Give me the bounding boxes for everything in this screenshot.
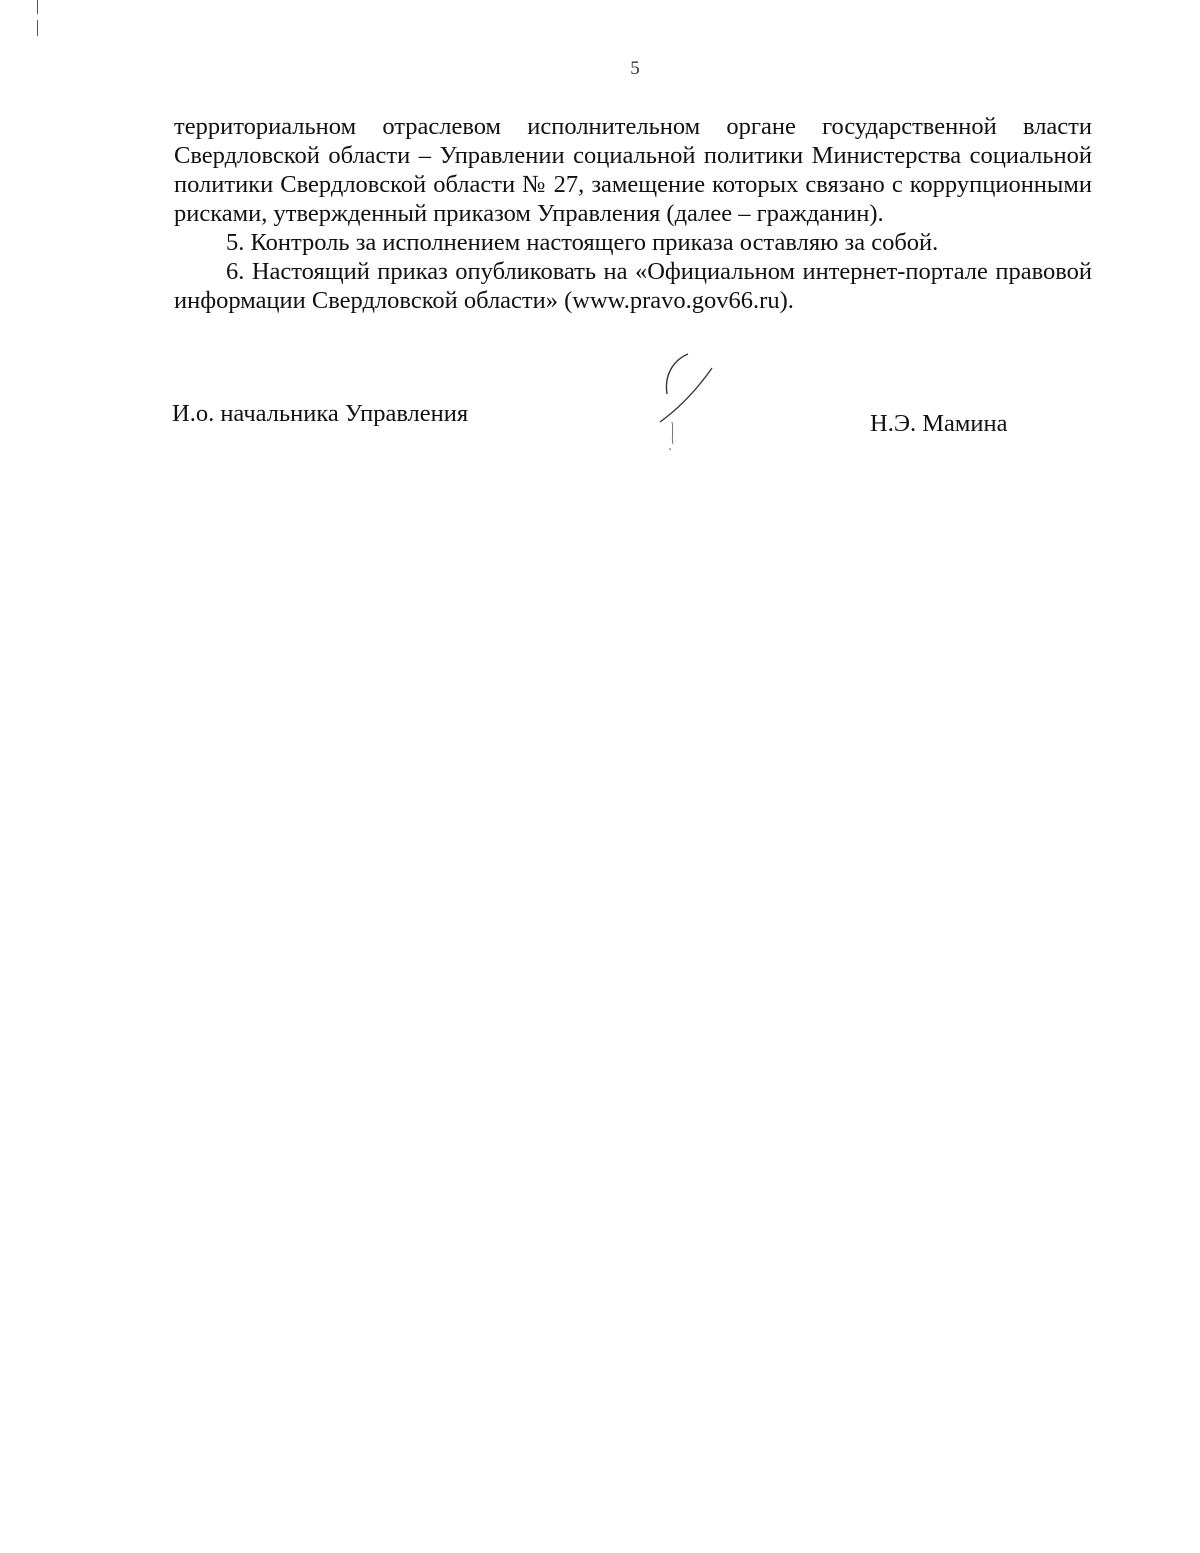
paragraph-item-5: 5. Контроль за исполнением настоящего приказа оставляю за собой. bbox=[226, 229, 939, 256]
paragraph-item-6: 6. Настоящий приказ опубликовать на «Официальном интернет-портале правовой информации Свердловской области» (www.pravo.gov66.ru). bbox=[174, 258, 1092, 314]
page-number: 5 bbox=[630, 58, 640, 79]
signatory-position: И.о. начальника Управления bbox=[172, 400, 469, 427]
scan-edge-mark bbox=[37, 20, 38, 36]
scan-edge-mark bbox=[37, 0, 38, 14]
handwritten-signature bbox=[650, 352, 720, 452]
document-body bbox=[174, 112, 1092, 315]
paragraph-continuation: территориальном отраслевом исполнительном органе государственной власти Свердловской области – Управлении социальной политики Министерства социальной политики Свердловской области № 27, замещение которых связано с коррупционными рисками, утвержденный приказом Управления (далее – гражданин). bbox=[174, 113, 1092, 227]
signatory-name: Н.Э. Мамина bbox=[870, 410, 1008, 437]
